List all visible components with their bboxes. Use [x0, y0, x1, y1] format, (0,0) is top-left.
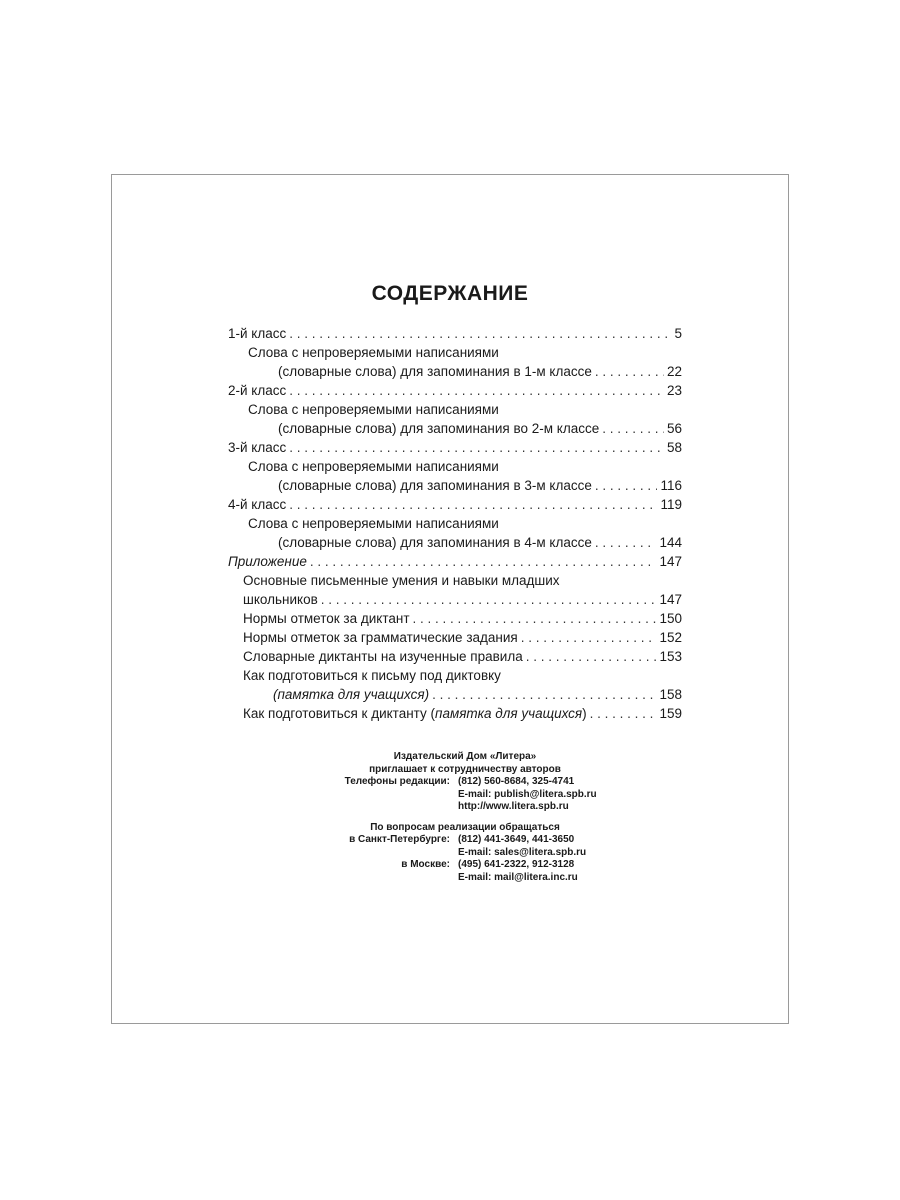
sales-heading: По вопросам реализации обращаться — [370, 821, 560, 833]
toc-page-number: 5 — [674, 326, 682, 341]
toc-page-number: 153 — [659, 649, 682, 664]
phones-value: (812) 560-8684, 325-4741 — [458, 776, 575, 787]
spb-email-link[interactable]: E-mail: sales@litera.spb.ru — [458, 846, 587, 858]
toc-entry-grade-2[interactable]: 2-й класс . . . 23 — [228, 381, 682, 400]
toc-entry-prepare-writing[interactable]: (памятка для учащихся) . . . 158 — [228, 685, 682, 704]
toc-page-number: 152 — [659, 630, 682, 645]
msk-label: в Москве: — [401, 859, 450, 870]
toc-page-number: 58 — [666, 440, 682, 455]
toc-entry-grammar-norms[interactable]: Нормы отметок за грамматические задания . . . 152 — [228, 628, 682, 647]
toc-page-number: 22 — [666, 364, 682, 379]
phones-label: Телефоны редакции: — [344, 776, 450, 787]
toc-page-number: 23 — [666, 383, 682, 398]
toc-page-number: 147 — [659, 554, 682, 569]
toc-page-number: 159 — [659, 706, 682, 721]
email-link[interactable]: E-mail: publish@litera.spb.ru — [458, 788, 597, 800]
toc-entry-grade-3[interactable]: 3-й класс . . . 58 — [228, 438, 682, 457]
toc-entry-words-3-line1: Слова с непроверяемыми написаниями — [248, 459, 499, 474]
toc-page-number: 158 — [659, 687, 682, 702]
toc-entry-words-3[interactable]: (словарные слова) для запоминания в 3-м классе . . . 116 — [228, 476, 682, 495]
msk-phones: (495) 641-2322, 912-3128 — [458, 859, 575, 870]
toc-entry-words-2[interactable]: (словарные слова) для запоминания во 2-м классе . . . 56 — [228, 419, 682, 438]
page-title: СОДЕРЖАНИЕ — [371, 282, 529, 305]
toc-page-number: 119 — [660, 497, 682, 512]
toc-page-number: 144 — [659, 535, 682, 550]
toc-page-number: 150 — [659, 611, 682, 626]
toc-entry-skills[interactable]: школьников . . . 147 — [228, 590, 682, 609]
toc-entry-dictation-norms[interactable]: Нормы отметок за диктант . . . 150 — [228, 609, 682, 628]
publisher-info — [280, 751, 640, 884]
toc-entry-words-4-line1: Слова с непроверяемыми написаниями — [248, 516, 499, 531]
toc-entry-words-1-line1: Слова с непроверяемыми написаниями — [248, 345, 499, 360]
toc-entry-grade-4[interactable]: 4-й класс . . . 119 — [228, 495, 682, 514]
toc-entry-prepare-dictation[interactable]: Как подготовиться к диктанту (памятка для учащихся) . . . 159 — [228, 704, 682, 723]
toc-entry-grade-1[interactable]: 1-й класс . . . 5 — [228, 324, 682, 343]
msk-email-link[interactable]: E-mail: mail@litera.inc.ru — [458, 871, 578, 883]
toc-entry-words-1[interactable]: (словарные слова) для запоминания в 1-м классе . . . 22 — [228, 362, 682, 381]
publisher-invite: приглашает к сотрудничеству авторов — [369, 763, 561, 775]
spb-label: в Санкт-Петербурге: — [349, 834, 450, 845]
toc-entry-appendix[interactable]: Приложение . . . 147 — [228, 552, 682, 571]
toc-page-number: 147 — [659, 592, 682, 607]
toc-page-number: 116 — [660, 478, 682, 493]
website-link[interactable]: http://www.litera.spb.ru — [458, 801, 569, 812]
toc-entry-vocab-dictations[interactable]: Словарные диктанты на изученные правила . . . 153 — [228, 647, 682, 666]
publisher-name: Издательский Дом «Литера» — [393, 751, 537, 762]
spb-phones: (812) 441-3649, 441-3650 — [458, 834, 575, 845]
toc-entry-words-2-line1: Слова с непроверяемыми написаниями — [248, 402, 499, 417]
toc-entry-words-4[interactable]: (словарные слова) для запоминания в 4-м классе . . . 144 — [228, 533, 682, 552]
table-of-contents — [228, 324, 682, 723]
toc-entry-prepare-writing-line1: Как подготовиться к письму под диктовку — [243, 668, 501, 683]
toc-page-number: 56 — [666, 421, 682, 436]
toc-entry-skills-line1: Основные письменные умения и навыки младших — [243, 573, 560, 588]
